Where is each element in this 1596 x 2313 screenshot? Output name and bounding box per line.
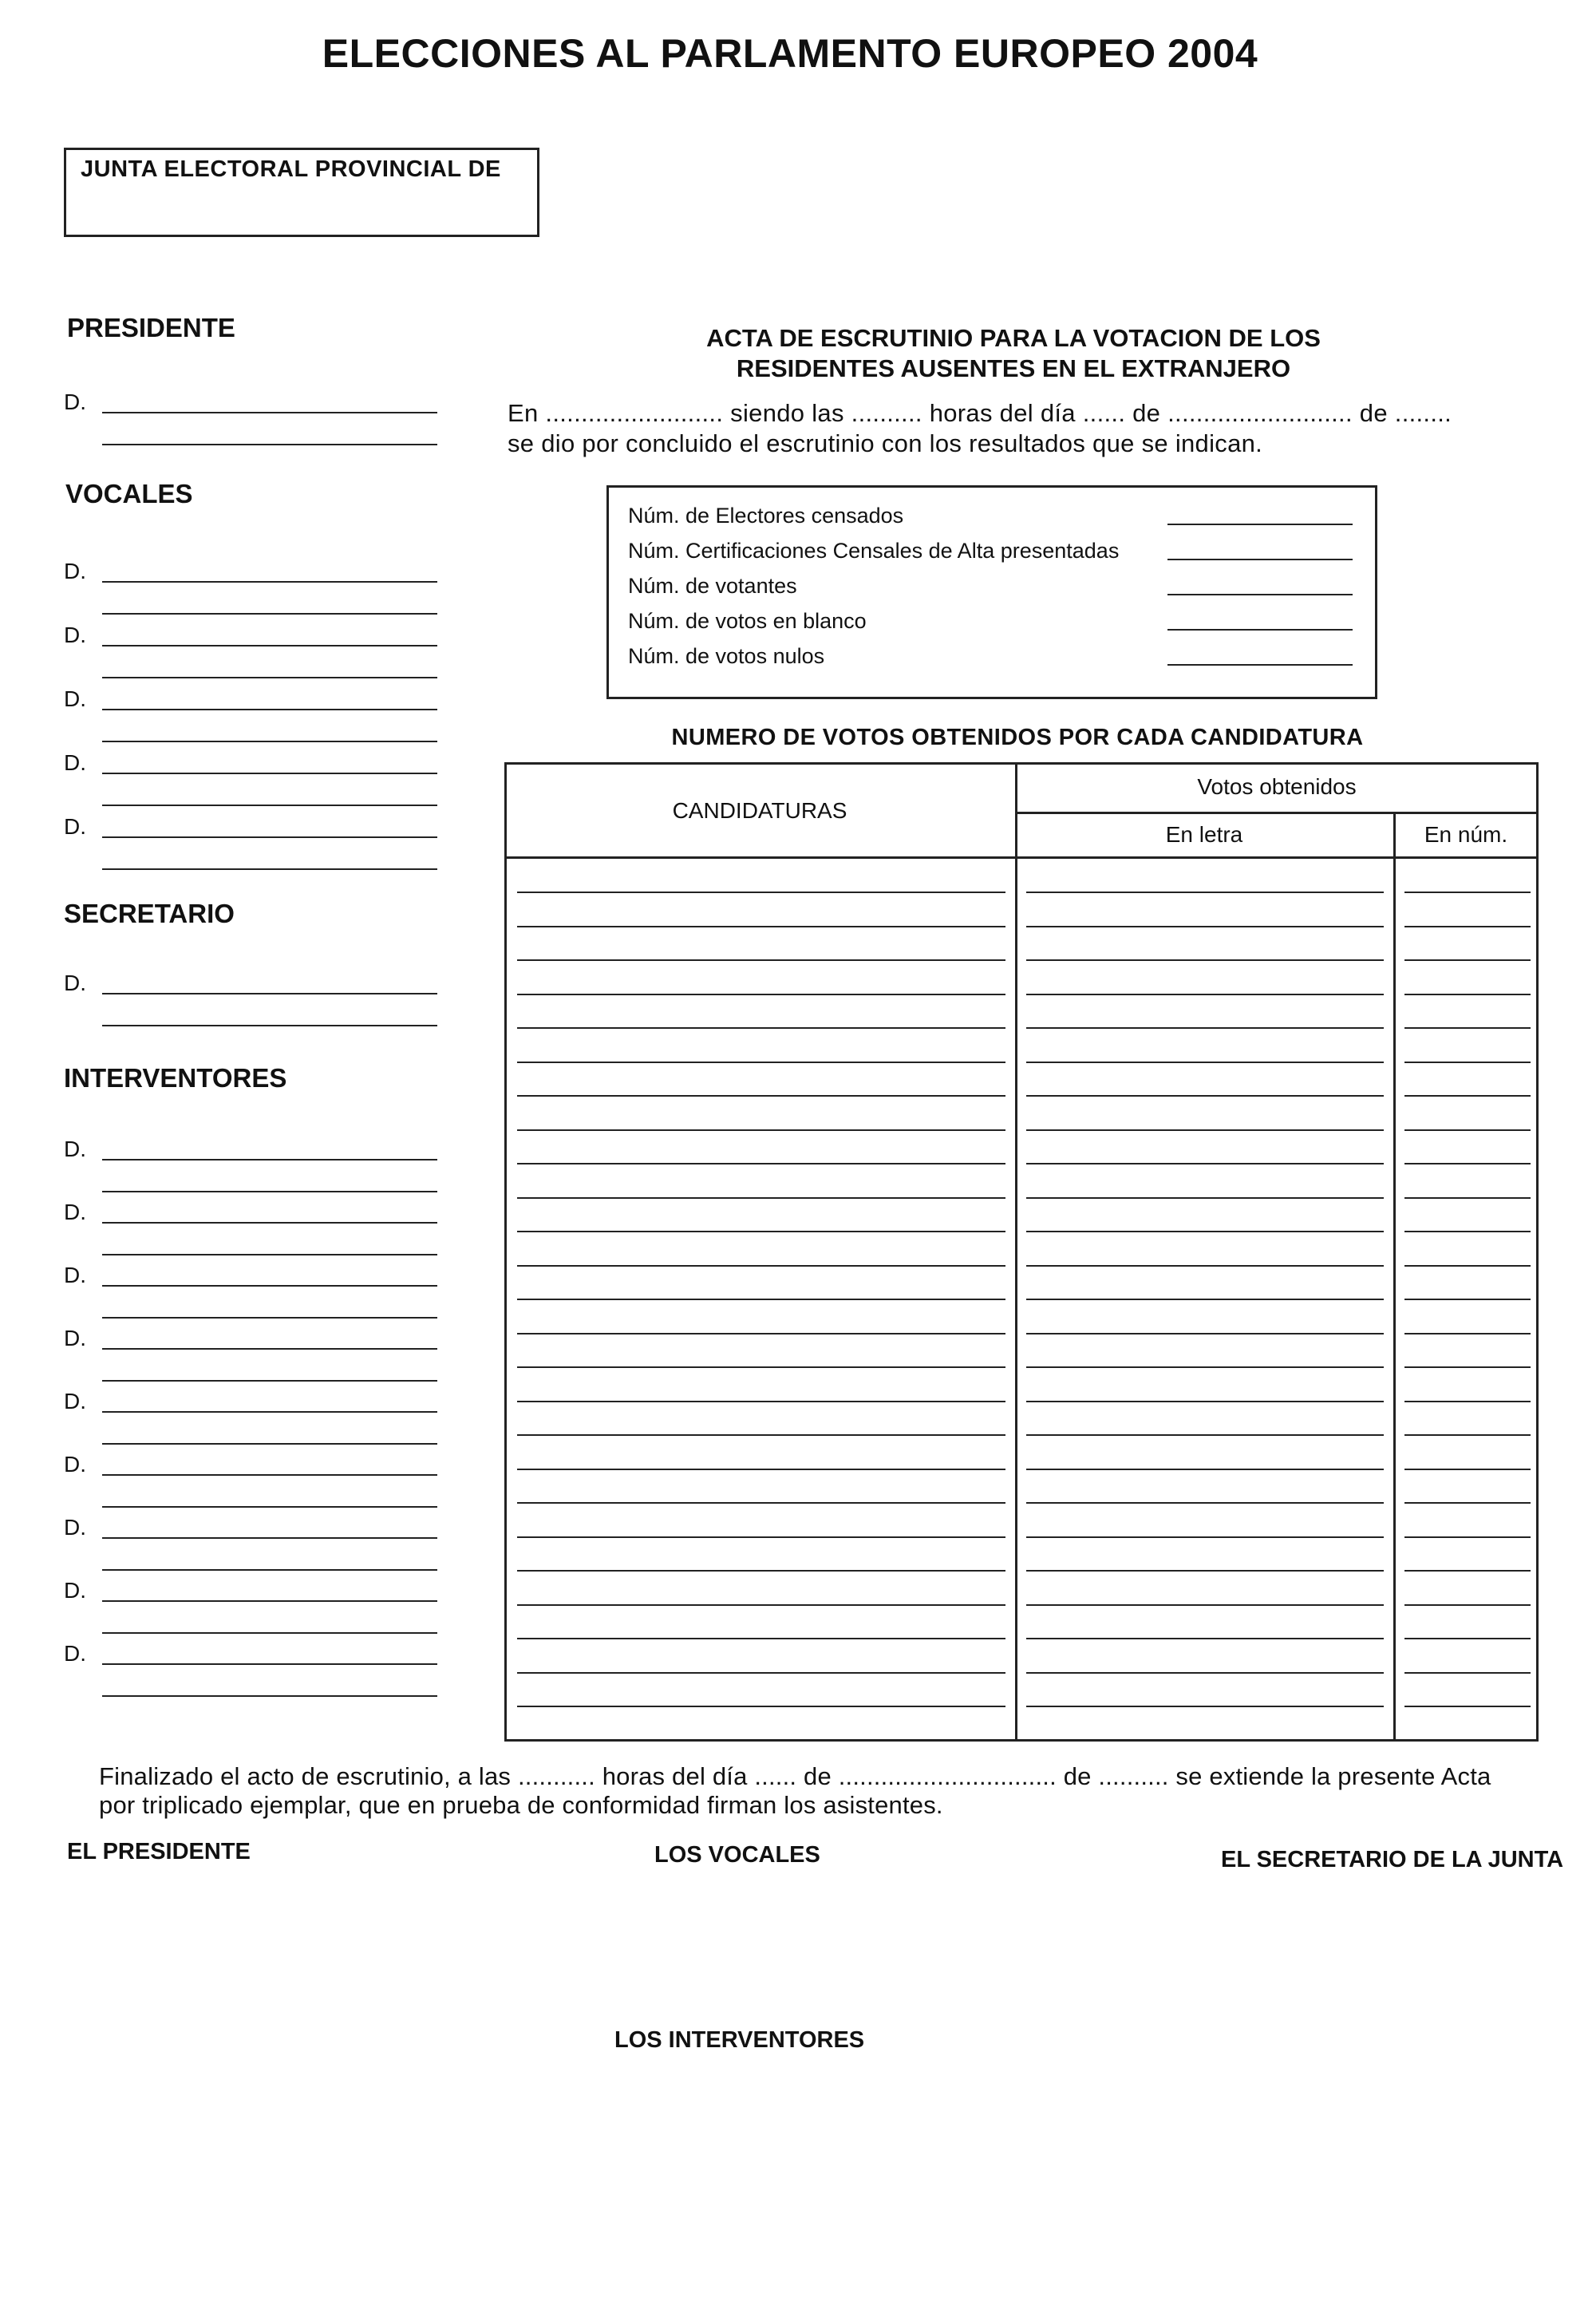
- en-letra-row-line[interactable]: [1026, 1469, 1384, 1470]
- candidatura-row-line[interactable]: [517, 1706, 1005, 1707]
- interventor-extra-line-5[interactable]: [102, 1443, 437, 1445]
- en-letra-row-line[interactable]: [1026, 1129, 1384, 1131]
- candidatura-row-line[interactable]: [517, 1163, 1005, 1164]
- table-header-split: [1015, 812, 1539, 814]
- en-num-row-line[interactable]: [1404, 1401, 1531, 1402]
- interventor-d-label: D.: [64, 1137, 86, 1161]
- signature-presidente: EL PRESIDENTE: [67, 1839, 251, 1864]
- candidatura-row-line[interactable]: [517, 1434, 1005, 1436]
- vocal-name-line-4[interactable]: [102, 773, 437, 774]
- interventor-name-line-6[interactable]: [102, 1474, 437, 1476]
- signature-vocales: LOS VOCALES: [654, 1842, 820, 1868]
- en-letra-row-line[interactable]: [1026, 926, 1384, 927]
- en-letra-row-line[interactable]: [1026, 1062, 1384, 1063]
- candidatura-row-line[interactable]: [517, 1299, 1005, 1300]
- vocal-extra-line-5[interactable]: [102, 868, 437, 870]
- en-letra-row-line[interactable]: [1026, 1027, 1384, 1029]
- candidatura-row-line[interactable]: [517, 1469, 1005, 1470]
- en-letra-row-line[interactable]: [1026, 1197, 1384, 1199]
- candidatura-row-line[interactable]: [517, 1366, 1005, 1368]
- en-letra-row-line[interactable]: [1026, 1095, 1384, 1097]
- acta-title-line-2: RESIDENTES AUSENTES EN EL EXTRANJERO: [736, 354, 1291, 382]
- en-num-row-line[interactable]: [1404, 1095, 1531, 1097]
- candidatura-row-line[interactable]: [517, 1333, 1005, 1334]
- interventores-heading: INTERVENTORES: [64, 1063, 287, 1093]
- table-divider-candidaturas: [1015, 762, 1017, 1742]
- interventor-d-label: D.: [64, 1200, 86, 1224]
- candidatura-row-line[interactable]: [517, 892, 1005, 893]
- en-num-row-line[interactable]: [1404, 1197, 1531, 1199]
- en-letra-row-line[interactable]: [1026, 1570, 1384, 1572]
- en-letra-row-line[interactable]: [1026, 1333, 1384, 1334]
- en-num-row-line[interactable]: [1404, 1299, 1531, 1300]
- interventor-name-line-2[interactable]: [102, 1222, 437, 1224]
- interventor-d-label: D.: [64, 1578, 86, 1603]
- en-letra-row-line[interactable]: [1026, 892, 1384, 893]
- vocal-name-line-2[interactable]: [102, 645, 437, 646]
- presidente-extra-line-1[interactable]: [102, 444, 437, 445]
- col-letra-header: En letra: [1165, 822, 1243, 847]
- en-num-row-line[interactable]: [1404, 1333, 1531, 1334]
- en-num-row-line[interactable]: [1404, 892, 1531, 893]
- interventor-name-line-5[interactable]: [102, 1411, 437, 1413]
- vocal-extra-line-2[interactable]: [102, 677, 437, 678]
- interventor-d-label: D.: [64, 1515, 86, 1540]
- en-letra-row-line[interactable]: [1026, 959, 1384, 961]
- col-votos-header: Votos obtenidos: [1197, 774, 1357, 799]
- secretario-name-line-1[interactable]: [102, 993, 437, 994]
- en-num-row-line[interactable]: [1404, 959, 1531, 961]
- candidatura-row-line[interactable]: [517, 1536, 1005, 1538]
- candidatura-row-line[interactable]: [517, 1672, 1005, 1674]
- en-letra-row-line[interactable]: [1026, 1672, 1384, 1674]
- interventor-extra-line-8[interactable]: [102, 1632, 437, 1634]
- interventor-name-line-3[interactable]: [102, 1285, 437, 1287]
- secretario-heading: SECRETARIO: [64, 899, 235, 928]
- en-num-row-line[interactable]: [1404, 1469, 1531, 1470]
- junta-electoral-box[interactable]: [64, 148, 539, 237]
- table-divider-num: [1393, 813, 1396, 1742]
- en-num-row-line[interactable]: [1404, 1231, 1531, 1232]
- en-num-row-line[interactable]: [1404, 1434, 1531, 1436]
- interventor-name-line-1[interactable]: [102, 1159, 437, 1160]
- candidatura-row-line[interactable]: [517, 1401, 1005, 1402]
- intro-line-1: En ......................... siendo las .......... horas del día ...... de .......................... de ........: [508, 399, 1452, 427]
- table-header-bottom: [504, 856, 1539, 859]
- vocal-d-label: D.: [64, 750, 86, 775]
- candidatura-row-line[interactable]: [517, 926, 1005, 927]
- stat-electores-field[interactable]: [1167, 524, 1353, 525]
- signature-secretario: EL SECRETARIO DE LA JUNTA: [1221, 1847, 1564, 1872]
- stat-certificaciones-field[interactable]: [1167, 559, 1353, 560]
- interventor-name-line-9[interactable]: [102, 1663, 437, 1665]
- en-num-row-line[interactable]: [1404, 1502, 1531, 1504]
- en-letra-row-line[interactable]: [1026, 1536, 1384, 1538]
- en-num-row-line[interactable]: [1404, 994, 1531, 995]
- vocal-d-label: D.: [64, 559, 86, 583]
- en-num-row-line[interactable]: [1404, 1027, 1531, 1029]
- footer-line-1: Finalizado el acto de escrutinio, a las ........... horas del día ...... de ............................... de .......... se extiende la presente Acta: [99, 1762, 1491, 1790]
- candidatura-row-line[interactable]: [517, 1265, 1005, 1267]
- interventor-name-line-4[interactable]: [102, 1348, 437, 1350]
- candidatura-row-line[interactable]: [517, 1502, 1005, 1504]
- presidente-name-line-1[interactable]: [102, 412, 437, 413]
- votes-table: [504, 762, 1539, 1742]
- en-num-row-line[interactable]: [1404, 1570, 1531, 1572]
- interventor-extra-line-1[interactable]: [102, 1191, 437, 1192]
- interventor-extra-line-4[interactable]: [102, 1380, 437, 1382]
- interventor-d-label: D.: [64, 1452, 86, 1477]
- en-letra-row-line[interactable]: [1026, 1638, 1384, 1639]
- interventor-extra-line-3[interactable]: [102, 1317, 437, 1319]
- en-letra-row-line[interactable]: [1026, 994, 1384, 995]
- presidente-d-label: D.: [64, 389, 86, 414]
- interventor-name-line-8[interactable]: [102, 1600, 437, 1602]
- en-letra-row-line[interactable]: [1026, 1366, 1384, 1368]
- candidatura-row-line[interactable]: [517, 1570, 1005, 1572]
- en-num-row-line[interactable]: [1404, 926, 1531, 927]
- en-num-row-line[interactable]: [1404, 1265, 1531, 1267]
- candidatura-row-line[interactable]: [517, 1027, 1005, 1029]
- votes-section-title: NUMERO DE VOTOS OBTENIDOS POR CADA CANDIDATURA: [671, 725, 1364, 750]
- interventor-extra-line-6[interactable]: [102, 1506, 437, 1508]
- vocal-d-label: D.: [64, 686, 86, 711]
- stat-blanco-field[interactable]: [1167, 629, 1353, 631]
- stat-blanco-label: Núm. de votos en blanco: [628, 609, 867, 633]
- junta-electoral-label: JUNTA ELECTORAL PROVINCIAL DE: [81, 156, 501, 182]
- stat-electores-label: Núm. de Electores censados: [628, 504, 904, 528]
- candidatura-row-line[interactable]: [517, 1129, 1005, 1131]
- candidatura-row-line[interactable]: [517, 1197, 1005, 1199]
- vocales-heading: VOCALES: [65, 479, 193, 508]
- interventor-d-label: D.: [64, 1326, 86, 1350]
- vocal-extra-line-3[interactable]: [102, 741, 437, 742]
- secretario-d-label: D.: [64, 971, 86, 995]
- vocal-extra-line-1[interactable]: [102, 613, 437, 615]
- signature-interventores: LOS INTERVENTORES: [614, 2027, 865, 2053]
- en-letra-row-line[interactable]: [1026, 1604, 1384, 1606]
- en-num-row-line[interactable]: [1404, 1062, 1531, 1063]
- en-num-row-line[interactable]: [1404, 1129, 1531, 1131]
- vocal-d-label: D.: [64, 814, 86, 839]
- en-num-row-line[interactable]: [1404, 1638, 1531, 1639]
- candidatura-row-line[interactable]: [517, 1604, 1005, 1606]
- footer-line-2: por triplicado ejemplar, que en prueba de conformidad firman los asistentes.: [99, 1791, 943, 1819]
- en-letra-row-line[interactable]: [1026, 1299, 1384, 1300]
- interventor-name-line-7[interactable]: [102, 1537, 437, 1539]
- interventor-d-label: D.: [64, 1641, 86, 1666]
- interventor-extra-line-2[interactable]: [102, 1254, 437, 1255]
- en-num-row-line[interactable]: [1404, 1163, 1531, 1164]
- candidatura-row-line[interactable]: [517, 1095, 1005, 1097]
- stat-nulos-field[interactable]: [1167, 664, 1353, 666]
- acta-title-line-1: ACTA DE ESCRUTINIO PARA LA VOTACION DE LOS: [706, 324, 1321, 352]
- col-candidaturas-header: CANDIDATURAS: [672, 798, 847, 823]
- stat-votantes-label: Núm. de votantes: [628, 574, 797, 598]
- en-num-row-line[interactable]: [1404, 1672, 1531, 1674]
- document-title: ELECCIONES AL PARLAMENTO EUROPEO 2004: [322, 31, 1258, 76]
- interventor-extra-line-7[interactable]: [102, 1569, 437, 1571]
- stat-nulos-label: Núm. de votos nulos: [628, 644, 825, 668]
- vocal-extra-line-4[interactable]: [102, 805, 437, 806]
- interventor-extra-line-9[interactable]: [102, 1695, 437, 1697]
- en-num-row-line[interactable]: [1404, 1366, 1531, 1368]
- en-num-row-line[interactable]: [1404, 1604, 1531, 1606]
- en-letra-row-line[interactable]: [1026, 1706, 1384, 1707]
- candidatura-row-line[interactable]: [517, 959, 1005, 961]
- presidente-heading: PRESIDENTE: [67, 313, 235, 342]
- vocal-name-line-5[interactable]: [102, 836, 437, 838]
- secretario-extra-line-1[interactable]: [102, 1025, 437, 1026]
- candidatura-row-line[interactable]: [517, 1638, 1005, 1639]
- interventor-d-label: D.: [64, 1389, 86, 1414]
- candidatura-row-line[interactable]: [517, 1231, 1005, 1232]
- vocal-name-line-3[interactable]: [102, 709, 437, 710]
- candidatura-row-line[interactable]: [517, 1062, 1005, 1063]
- en-letra-row-line[interactable]: [1026, 1231, 1384, 1232]
- col-num-header: En núm.: [1424, 822, 1508, 847]
- en-letra-row-line[interactable]: [1026, 1434, 1384, 1436]
- en-letra-row-line[interactable]: [1026, 1401, 1384, 1402]
- en-num-row-line[interactable]: [1404, 1536, 1531, 1538]
- vocal-d-label: D.: [64, 623, 86, 647]
- stat-votantes-field[interactable]: [1167, 594, 1353, 595]
- candidatura-row-line[interactable]: [517, 994, 1005, 995]
- interventor-d-label: D.: [64, 1263, 86, 1287]
- stat-certificaciones-label: Núm. Certificaciones Censales de Alta presentadas: [628, 539, 1120, 563]
- intro-line-2: se dio por concluido el escrutinio con los resultados que se indican.: [508, 429, 1263, 457]
- stats-box: [606, 485, 1377, 699]
- en-letra-row-line[interactable]: [1026, 1265, 1384, 1267]
- en-letra-row-line[interactable]: [1026, 1163, 1384, 1164]
- vocal-name-line-1[interactable]: [102, 581, 437, 583]
- en-letra-row-line[interactable]: [1026, 1502, 1384, 1504]
- en-num-row-line[interactable]: [1404, 1706, 1531, 1707]
